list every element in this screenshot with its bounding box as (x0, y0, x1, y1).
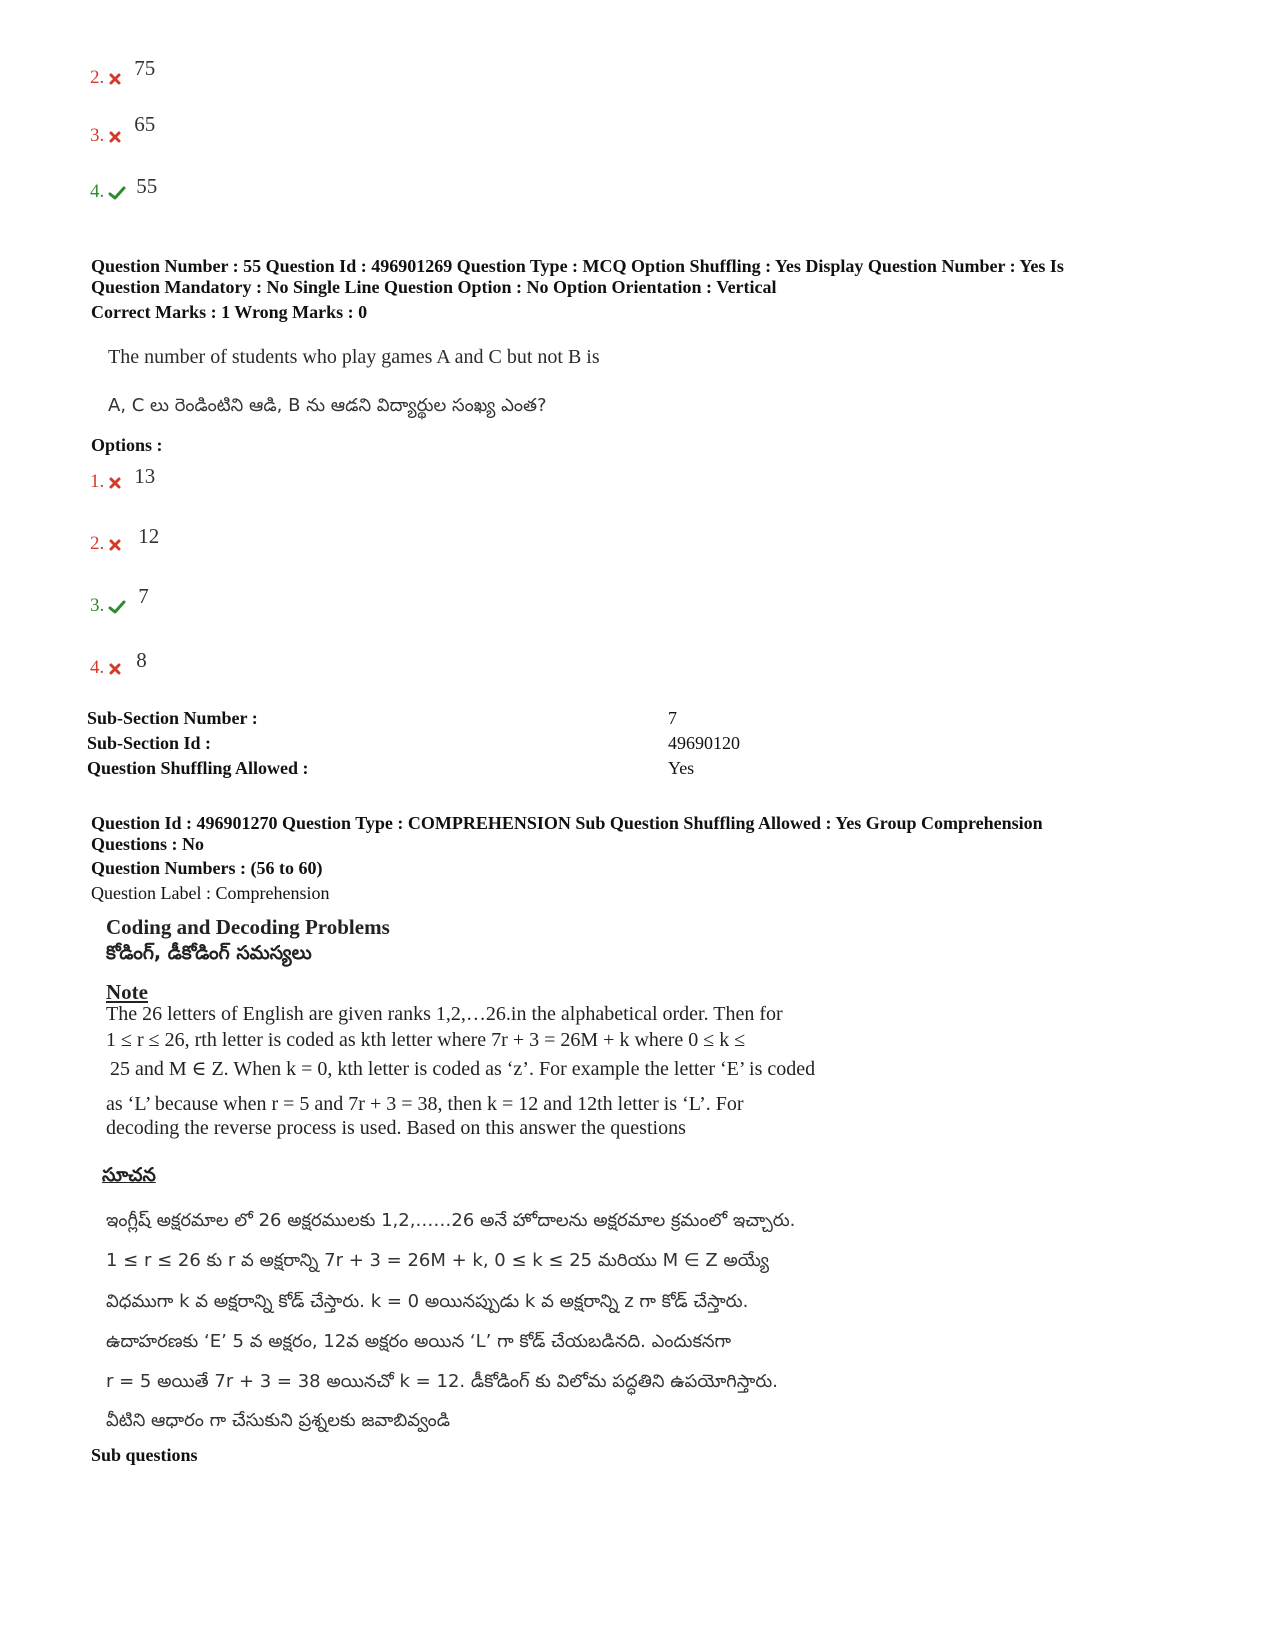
te-note-line: విధముగా k వ అక్షరాన్ని కోడ్ చేస్తారు. k = 0 అయినప్పుడు k వ అక్షరాన్ని z గా కోడ్ చేస్తారు. (106, 1291, 749, 1312)
option-value: 75 (134, 56, 156, 80)
cross-icon (108, 72, 122, 86)
note-heading: Note (106, 980, 148, 1004)
note-line: 1 ≤ r ≤ 26, rth letter is coded as kth letter where 7r + 3 = 26M + k where 0 ≤ k ≤ (106, 1029, 746, 1051)
option-value: 7 (138, 584, 149, 608)
cross-icon (108, 662, 122, 676)
cross-icon (108, 476, 122, 490)
question-label: Question Label : Comprehension (91, 883, 330, 903)
te-note-heading: సూచన (102, 1164, 156, 1186)
option-row (90, 648, 147, 679)
option-value: 8 (136, 648, 147, 672)
te-note-line: 1 ≤ r ≤ 26 కు r వ అక్షరాన్ని 7r + 3 = 26M + k, 0 ≤ k ≤ 25 మరియు M ∈ Z అయ్యే (106, 1250, 769, 1271)
te-note-line: r = 5 అయితే 7r + 3 = 38 అయినచో k = 12. డీకోడింగ్ కు విలోమ పద్ధతిని ఉపయోగిస్తారు. (106, 1371, 778, 1392)
option-value: 12 (138, 524, 160, 548)
option-number: 3. (90, 595, 105, 616)
shuffle-label: Question Shuffling Allowed : (87, 758, 309, 778)
question-numbers: Question Numbers : (56 to 60) (91, 858, 323, 878)
subsection-id-label: Sub-Section Id : (87, 733, 212, 753)
shuffle-value: Yes (668, 758, 695, 778)
option-row (90, 464, 156, 493)
check-icon (108, 186, 126, 200)
options-label: Options : (91, 435, 163, 455)
option-number: 4. (90, 657, 105, 678)
option-row (90, 584, 149, 617)
te-note-line: ఉదాహరణకు ‘E’ 5 వ అక్షరం, 12వ అక్షరం అయిన ‘L’ గా కోడ్ చేయబడినది. ఎందుకనగా (106, 1331, 732, 1352)
subsection-number-value: 7 (668, 708, 677, 728)
note-line: The 26 letters of English are given ranks 1,2,…26.in the alphabetical order. Then for (106, 1003, 783, 1025)
option-number: 3. (90, 125, 105, 146)
te-note-line: వీటిని ఆధారం గా చేసుకుని ప్రశ్నలకు జవాబివ్వండి (106, 1410, 451, 1431)
question-meta: Question Number : 55 Question Id : 496901269 Question Type : MCQ Option Shuffling : Yes Display Question Number : Yes Is Question Mandatory : No Single Line Question Option : No Option Orientation : Vertical (91, 256, 1064, 297)
note-line: 25 and M ∈ Z. When k = 0, kth letter is coded as ‘z’. For example the letter ‘E’ is coded (110, 1058, 816, 1080)
option-number: 4. (90, 181, 105, 202)
question-text-te: A, C లు రెండింటిని ఆడి, B ను ఆడని విద్యార్థుల సంఖ్య ఎంత? (108, 395, 547, 416)
option-value: 55 (136, 174, 158, 198)
option-row (90, 524, 160, 555)
comprehension-title-te: కోడింగ్, డీకోడింగ్ సమస్యలు (106, 942, 312, 964)
cross-icon (108, 538, 122, 552)
check-icon (108, 600, 126, 614)
option-number: 1. (90, 471, 105, 492)
option-value: 13 (134, 464, 156, 488)
subsection-number-label: Sub-Section Number : (87, 708, 258, 728)
option-row (90, 56, 156, 89)
option-row (90, 174, 158, 203)
option-value: 65 (134, 112, 156, 136)
comprehension-meta: Question Id : 496901270 Question Type : COMPREHENSION Sub Question Shuffling Allowed : Yes Group Comprehension Questions : No (91, 813, 1043, 854)
subsection-id-value: 49690120 (668, 733, 740, 753)
option-row (90, 112, 156, 147)
option-number: 2. (90, 533, 105, 554)
cross-icon (108, 130, 122, 144)
te-note-line: ఇంగ్లీష్ అక్షరమాల లో 26 అక్షరములకు 1,2,……26 అనే హోదాలను అక్షరమాల క్రమంలో ఇచ్చారు. (106, 1210, 796, 1231)
comprehension-title-en: Coding and Decoding Problems (106, 915, 390, 939)
note-line: decoding the reverse process is used. Based on this answer the questions (106, 1117, 686, 1139)
question-text-en: The number of students who play games A and C but not B is (108, 346, 600, 368)
note-line: as ‘L’ because when r = 5 and 7r + 3 = 38, then k = 12 and 12th letter is ‘L’. For (106, 1093, 744, 1115)
sub-questions-label: Sub questions (91, 1445, 198, 1465)
question-marks: Correct Marks : 1 Wrong Marks : 0 (91, 302, 368, 322)
option-number: 2. (90, 67, 105, 88)
